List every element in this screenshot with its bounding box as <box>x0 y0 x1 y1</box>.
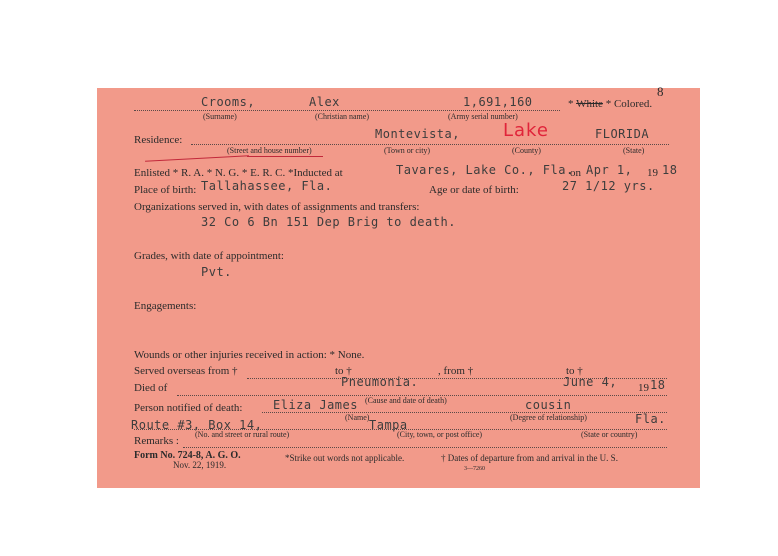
serial-number-value: 1,691,160 <box>463 95 533 109</box>
notified-relationship: cousin <box>525 398 572 412</box>
dagger-note: † Dates of departure from and arrival in the U. S. <box>441 453 618 463</box>
form-number: Form No. 724-8, A. G. O. <box>134 450 241 461</box>
death-cause: Pneumonia. <box>341 375 419 389</box>
remarks-rule <box>183 447 667 448</box>
notified-state: Fla. <box>635 412 666 426</box>
caption-state: (State) <box>623 146 645 155</box>
overseas-to-1: to † <box>335 365 352 377</box>
caption-county: (County) <box>512 146 541 155</box>
birth-place-label: Place of birth: <box>134 184 197 196</box>
race-colored-option: Colored. <box>613 98 653 110</box>
strike-note: *Strike out words not applicable. <box>285 453 405 463</box>
caption-town: (Town or city) <box>384 146 431 155</box>
overseas-to-2: to † <box>566 365 583 377</box>
notified-label: Person notified of death: <box>134 402 243 414</box>
caption-city: (City, town, or post office) <box>397 430 483 439</box>
organizations-label: Organizations served in, with dates of assignments and transfers: <box>134 201 420 213</box>
induction-place: Tavares, Lake Co., Fla. <box>396 163 574 177</box>
name-rule <box>134 110 560 111</box>
engagements-label: Engagements: <box>134 300 197 312</box>
print-code: 3—7260 <box>464 466 485 472</box>
caption-surname: (Surname) <box>203 112 237 121</box>
caption-name: (Name) <box>345 413 370 422</box>
red-strike-line <box>145 155 249 161</box>
record-card <box>97 84 700 488</box>
red-strike-line-2 <box>247 156 323 157</box>
caption-street: (Street and house number) <box>227 146 312 155</box>
notified-city: Tampa <box>369 418 408 432</box>
residence-state: FLORIDA <box>595 127 650 141</box>
age-value: 27 1/12 yrs. <box>562 179 655 193</box>
residence-label: Residence: <box>134 134 183 146</box>
induction-year: 18 <box>662 163 678 177</box>
age-label: Age or date of birth: <box>429 184 519 196</box>
overseas-from: , from † <box>438 365 474 377</box>
race-white-option: White <box>576 98 603 110</box>
died-of-label: Died of <box>134 382 168 394</box>
death-date: June 4, <box>563 375 618 389</box>
wounds-label: Wounds or other injuries received in action: * None. <box>134 349 365 361</box>
remarks-label: Remarks : <box>134 435 179 447</box>
page-number: 8 <box>657 84 664 99</box>
notified-rule <box>262 412 667 413</box>
caption-serial: (Army serial number) <box>448 112 518 121</box>
surname-value: Crooms, <box>201 95 256 109</box>
induction-year-prefix: 19 <box>647 167 658 179</box>
grades-value: Pvt. <box>201 265 232 279</box>
race-field: * White * Colored. <box>568 98 653 110</box>
death-year-prefix: 19 <box>638 382 649 394</box>
notified-street: Route #3, Box 14, <box>131 418 263 432</box>
overseas-label: Served overseas from † <box>134 365 238 377</box>
death-year: 18 <box>650 378 666 392</box>
notified-name: Eliza James <box>273 398 358 412</box>
caption-cause: (Cause and date of death) <box>365 396 447 405</box>
residence-county-handwritten: Lake <box>503 120 549 141</box>
induction-on-label: on <box>570 167 581 179</box>
form-date: Nov. 22, 1919. <box>173 460 227 470</box>
caption-christian: (Christian name) <box>315 112 369 121</box>
caption-relationship: (Degree of relationship) <box>510 413 587 422</box>
residence-town: Montevista, <box>375 127 460 141</box>
induction-date: Apr 1, <box>586 163 633 177</box>
enlistment-label: Enlisted * R. A. * N. G. * E. R. C. *Inducted at <box>134 167 343 179</box>
caption-street-route: (No. and street or rural route) <box>195 430 290 439</box>
grades-label: Grades, with date of appointment: <box>134 250 284 262</box>
organizations-value: 32 Co 6 Bn 151 Dep Brig to death. <box>201 215 456 229</box>
caption-state-country: (State or country) <box>581 430 638 439</box>
birth-place-value: Tallahassee, Fla. <box>201 179 333 193</box>
residence-rule <box>191 144 669 145</box>
christian-name-value: Alex <box>309 95 340 109</box>
